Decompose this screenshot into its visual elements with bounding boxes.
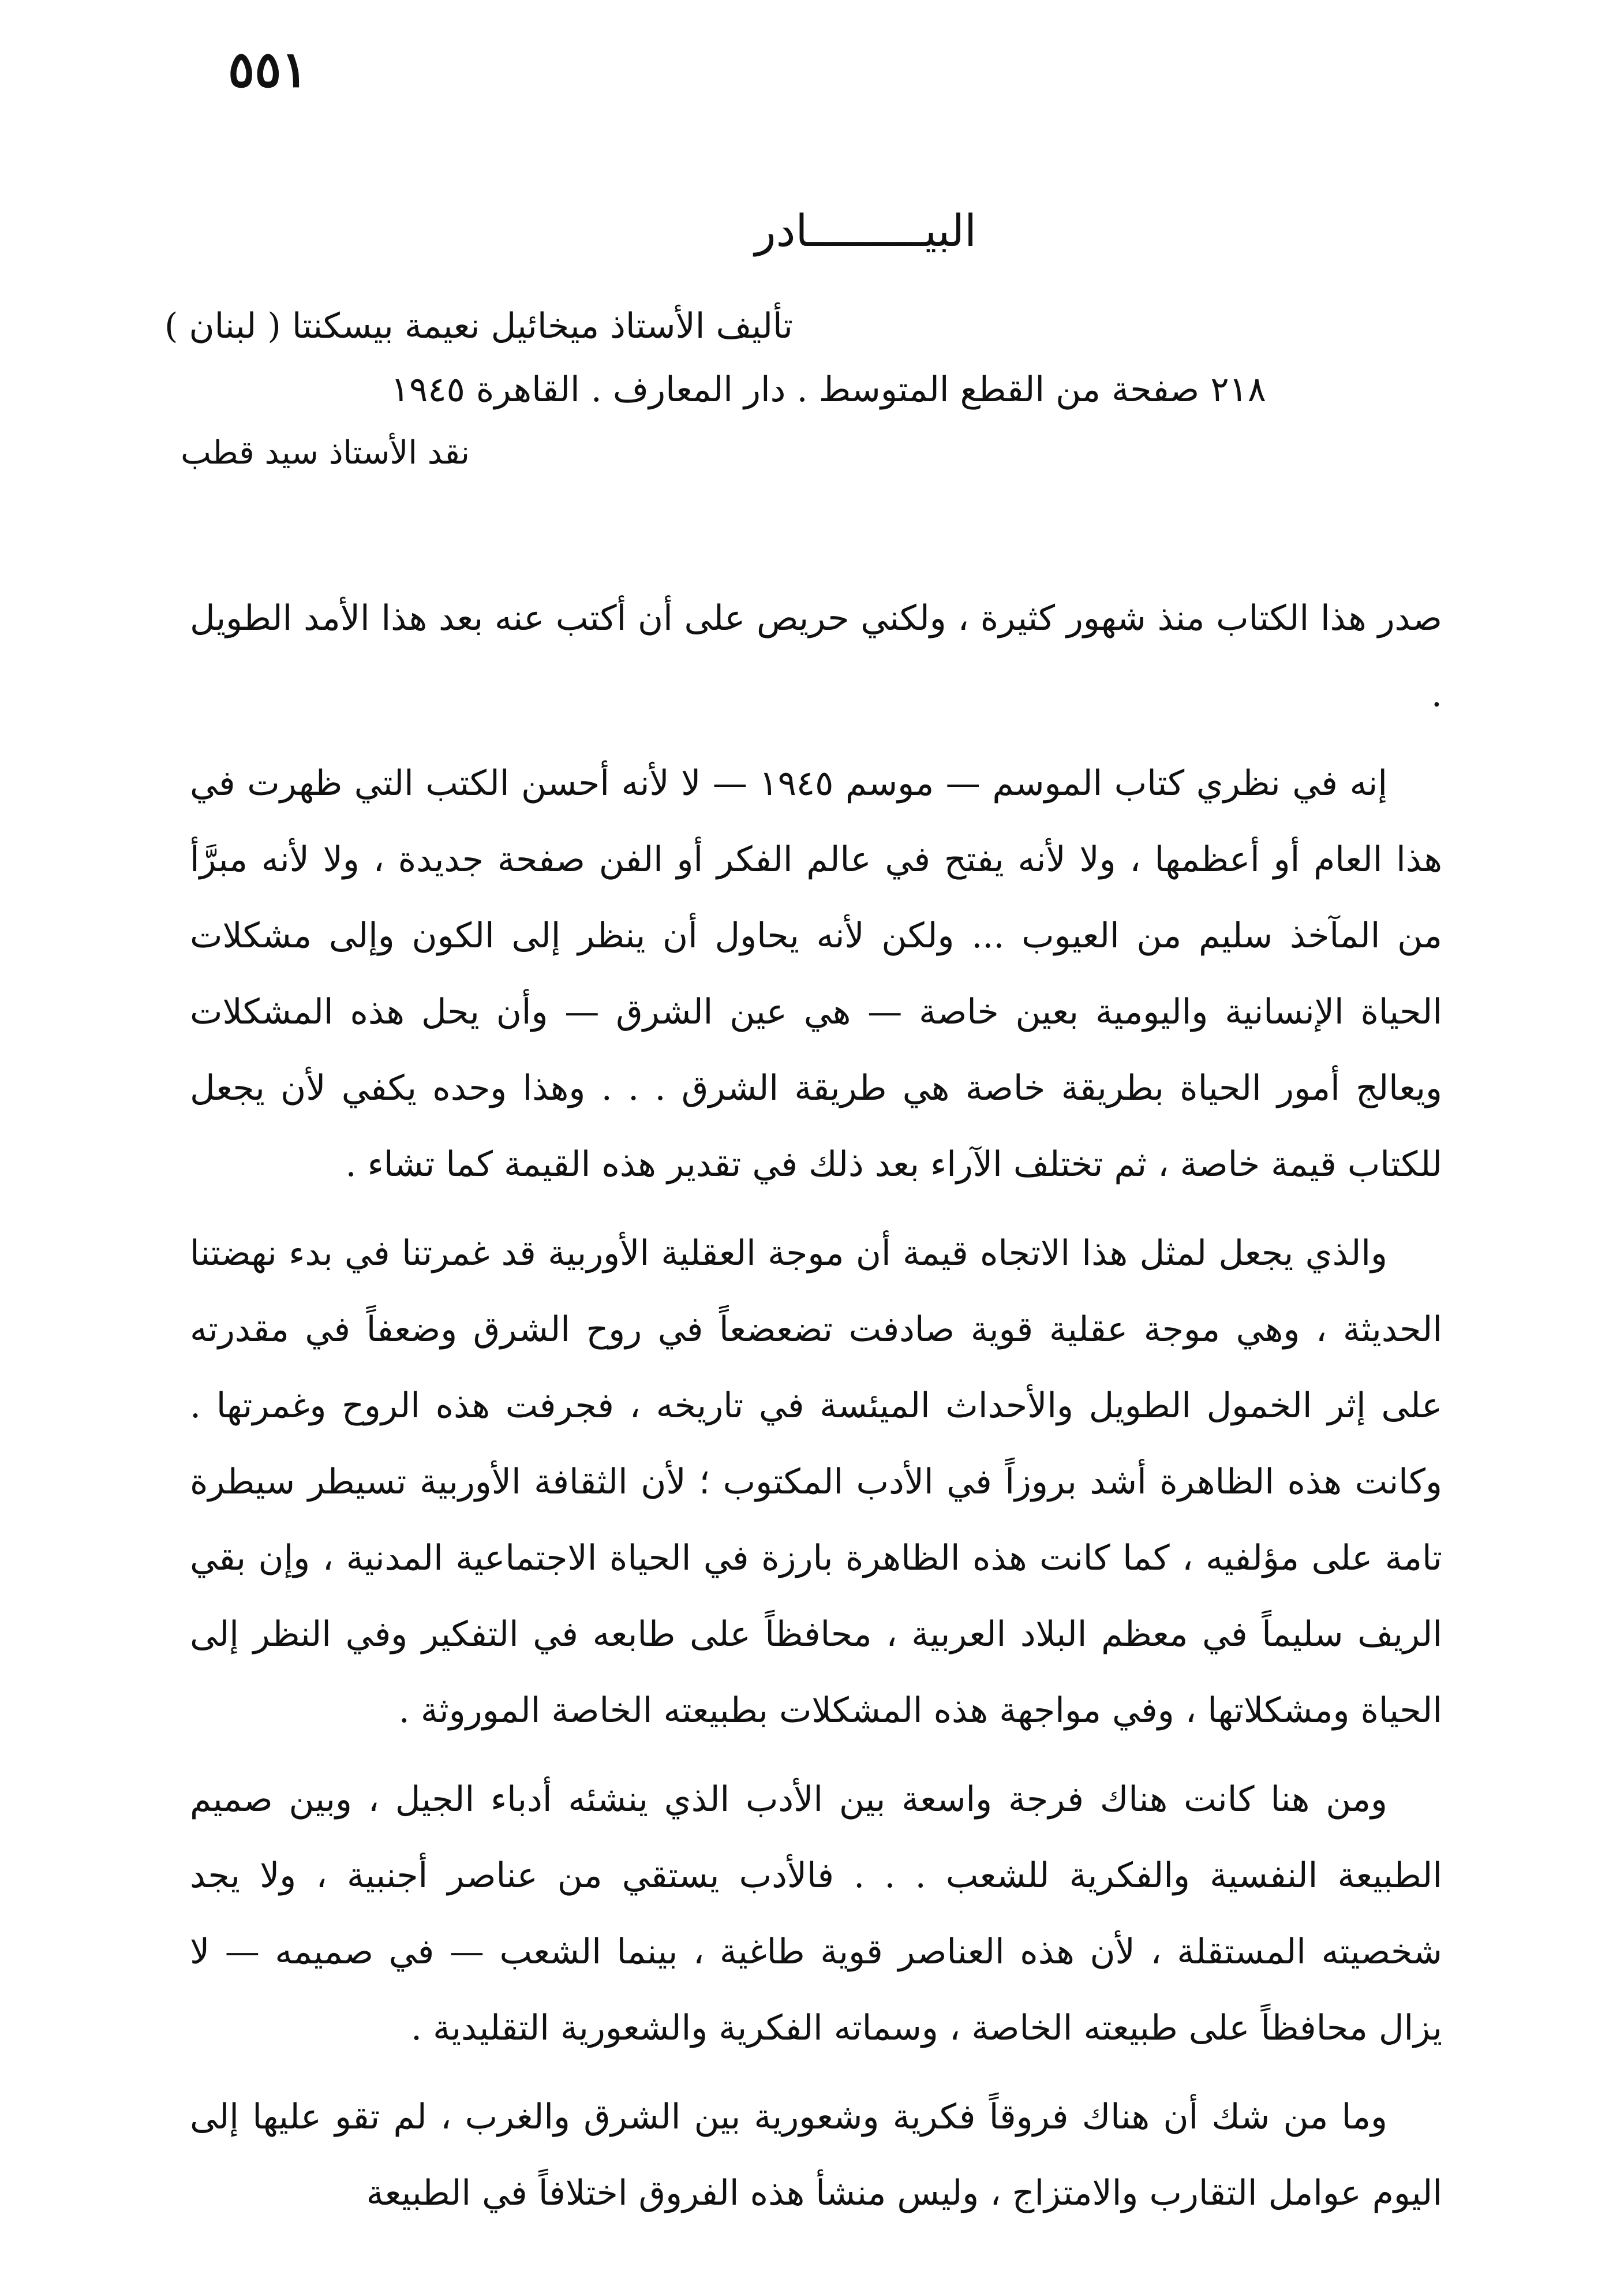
author-line: تأليف الأستاذ ميخائيل نعيمة بيسكنتا ( لبنان ) xyxy=(164,306,793,346)
publication-info-line: ٢١٨ صفحة من القطع المتوسط . دار المعارف . القاهرة ١٩٤٥ xyxy=(390,369,1266,410)
book-title: البيـــــــــادر xyxy=(754,205,977,256)
critic-line: نقد الأستاذ سيد قطب xyxy=(181,434,470,472)
paragraph-4: ومن هنا كانت هناك فرجة واسعة بين الأدب الذي ينشئه أدباء الجيل ، وبين صميم الطبيعة النفسية والفكرية للشعب . . . فالأدب يستقي من عناصر أجنبية ، ولا يجد شخصيته المستقلة ، لأن هذه العناصر قوية طاغية ، بينما الشعب — في صميمه — لا يزال محافظاً على طبيعته الخاصة ، وسماته الفكرية والشعورية التقليدية . xyxy=(190,1779,1442,2048)
paragraph-2: إنه في نظري كتاب الموسم — موسم ١٩٤٥ — لا لأنه أحسن الكتب التي ظهرت في هذا العام أو أعظمها ، ولا لأنه يفتح في عالم الفكر أو الفن صفحة جديدة ، ولا لأنه مبرَّأ من المآخذ سليم من العيوب ... ولكن لأنه يحاول أن ينظر إلى الكون وإلى مشكلات الحياة الإنسانية واليومية بعين خاصة — هي عين الشرق — وأن يحل هذه المشكلات ويعالج أمور الحياة بطريقة خاصة هي طريقة الشرق . . . وهذا وحده يكفي لأن يجعل للكتاب قيمة خاصة ، ثم تختلف الآراء بعد ذلك في تقدير هذه القيمة كما تشاء . xyxy=(190,763,1442,1185)
paragraph-3: والذي يجعل لمثل هذا الاتجاه قيمة أن موجة العقلية الأوربية قد غمرتنا في بدء نهضتنا الحديثة ، وهي موجة عقلية قوية صادفت تضعضعاً في روح الشرق وضعفاً في مقدرته على إثر الخمول الطويل والأحداث الميئسة في تاريخه ، فجرفت هذه الروح وغمرتها . وكانت هذه الظاهرة أشد بروزاً في الأدب المكتوب ؛ لأن الثقافة الأوربية تسيطر سيطرة تامة على مؤلفيه ، كما كانت هذه الظاهرة بارزة في الحياة الاجتماعية المدنية ، وإن بقي الريف سليماً في معظم البلاد العربية ، محافظاً على طابعه في التفكير وفي النظر إلى الحياة ومشكلاتها ، وفي مواجهة هذه المشكلات بطبيعته الخاصة الموروثة . xyxy=(190,1233,1443,1731)
paragraph-5: وما من شك أن هناك فروقاً فكرية وشعورية بين الشرق والغرب ، لم تقو عليها إلى اليوم عوامل التقارب والامتزاج ، وليس منشأ هذه الفروق اختلافاً في الطبيعة xyxy=(190,2097,1442,2213)
paragraph-1: صدر هذا الكتاب منذ شهور كثيرة ، ولكني حريص على أن أكتب عنه بعد هذا الأمد الطويل . xyxy=(190,598,1442,715)
page-number: ٥٥١ xyxy=(228,40,308,99)
article-body xyxy=(190,580,1442,2244)
